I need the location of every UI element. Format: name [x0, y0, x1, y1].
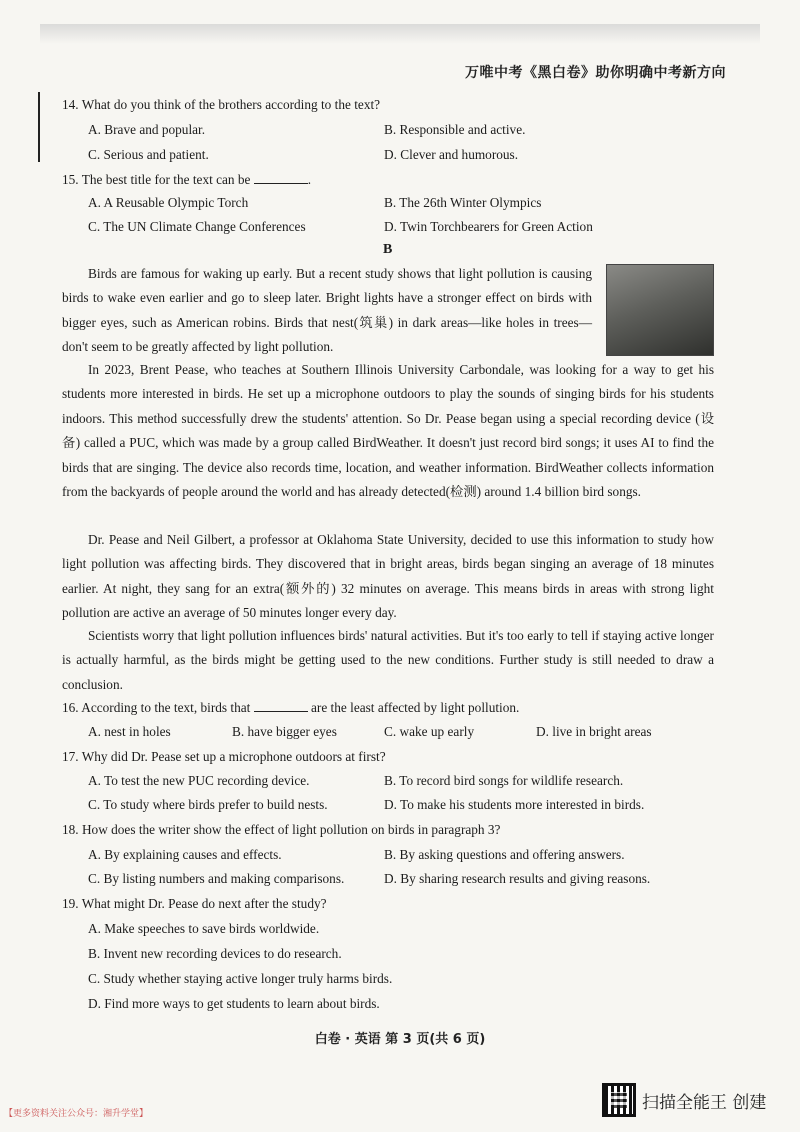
- passage-paragraph-2: [62, 358, 714, 504]
- question-16-option-d[interactable]: D. live in bright areas: [536, 724, 652, 739]
- question-19-option-b[interactable]: B. Invent new recording devices to do research.: [88, 946, 342, 961]
- question-14-option-a[interactable]: A. Brave and popular.: [88, 122, 206, 137]
- answer-blank: [254, 699, 308, 712]
- question-15-option-a[interactable]: A. A Reusable Olympic Torch: [88, 195, 249, 210]
- answer-blank: [254, 171, 308, 184]
- passage-paragraph-1: [62, 262, 592, 360]
- question-19-option-d[interactable]: D. Find more ways to get students to learn about birds.: [88, 996, 380, 1011]
- question-17-option-a[interactable]: A. To test the new PUC recording device.: [88, 773, 310, 788]
- watermark: 【更多资料关注公众号：湘升学堂】: [4, 1109, 149, 1119]
- passage-paragraph-4-text: Scientists worry that light pollution influences birds' natural activities. But it's too early to tell if staying active longer is actually harmful, as the birds might be getting used to the new conditions. Further study is still needed to draw a conclusion.: [62, 628, 714, 692]
- scanner-brand: 扫描全能王 创建: [642, 1093, 767, 1113]
- question-14-option-c[interactable]: C. Serious and patient.: [88, 147, 209, 162]
- question-15-stem: [62, 171, 311, 189]
- question-18-option-a[interactable]: A. By explaining causes and effects.: [88, 847, 282, 862]
- question-14-option-d[interactable]: D. Clever and humorous.: [384, 147, 519, 162]
- scan-shadow: [40, 24, 760, 44]
- passage-paragraph-4: [62, 624, 714, 697]
- question-15-option-b[interactable]: B. The 26th Winter Olympics: [384, 195, 542, 210]
- header-slogan: 万唯中考《黑白卷》助你明确中考新方向: [465, 65, 726, 81]
- question-15-stem-end: .: [307, 172, 312, 187]
- question-16-stem-text: 16. According to the text, birds that: [62, 700, 251, 715]
- question-16-stem: [62, 699, 519, 717]
- question-16-option-c[interactable]: C. wake up early: [384, 724, 475, 739]
- passage-paragraph-3: [62, 528, 714, 626]
- section-letter: B: [383, 242, 393, 257]
- question-17-option-c[interactable]: C. To study where birds prefer to build nests.: [88, 797, 328, 812]
- question-19-option-c[interactable]: C. Study whether staying active longer truly harms birds.: [88, 971, 393, 986]
- question-18-option-d[interactable]: D. By sharing research results and giving reasons.: [384, 871, 651, 886]
- passage-paragraph-1-text: Birds are famous for waking up early. But a recent study shows that light pollution is causing birds to wake even earlier and go to sleep later. Bright lights have a stronger effect on birds with bigger eyes, such as American robins. Birds that nest(筑巢) in dark areas—like holes in trees—don't seem to be greatly affected by light pollution.: [62, 266, 592, 355]
- margin-rule: [38, 92, 40, 162]
- question-15-option-d[interactable]: D. Twin Torchbearers for Green Action: [384, 219, 593, 234]
- question-16-stem-end: are the least affected by light pollution.: [311, 700, 520, 715]
- qr-code-icon: [602, 1083, 636, 1117]
- question-16-option-a[interactable]: A. nest in holes: [88, 724, 171, 739]
- page-footer: 白卷 · 英语 第 3 页(共 6 页): [314, 1032, 486, 1047]
- question-18-stem: 18. How does the writer show the effect of light pollution on birds in paragraph 3?: [62, 822, 501, 837]
- question-15-option-c[interactable]: C. The UN Climate Change Conferences: [88, 219, 306, 234]
- question-16-option-b[interactable]: B. have bigger eyes: [232, 724, 337, 739]
- question-18-option-c[interactable]: C. By listing numbers and making comparisons.: [88, 871, 345, 886]
- question-19-option-a[interactable]: A. Make speeches to save birds worldwide.: [88, 921, 320, 936]
- question-17-stem: 17. Why did Dr. Pease set up a microphone outdoors at first?: [62, 749, 386, 764]
- question-14-stem: 14. What do you think of the brothers according to the text?: [62, 97, 381, 112]
- question-18-option-b[interactable]: B. By asking questions and offering answers.: [384, 847, 625, 862]
- question-17-option-d[interactable]: D. To make his students more interested in birds.: [384, 797, 645, 812]
- question-15-stem-text: 15. The best title for the text can be: [62, 172, 251, 187]
- passage-paragraph-2-text: In 2023, Brent Pease, who teaches at Southern Illinois University Carbondale, was looking for a way to get his students more interested in birds. He set up a microphone outdoors to play the sounds of singing birds for his students indoors. This method successfully drew the students' attention. So Dr. Pease began using a special recording device (设备) called a PUC, which was made by a group called BirdWeather. It doesn't just record bird songs; it uses AI to find the birds that are singing. The device also records time, location, and weather information. BirdWeather collects information from the backyards of people around the world and has already detected(检测) around 1.4 billion bird songs.: [62, 362, 714, 500]
- question-14-option-b[interactable]: B. Responsible and active.: [384, 122, 526, 137]
- passage-paragraph-3-text: Dr. Pease and Neil Gilbert, a professor at Oklahoma State University, decided to use this information to study how light pollution was affecting birds. They discovered that in bright areas, birds began singing an average of 18 minutes earlier. At night, they sang for an extra(额外的) 32 minutes on average. This means birds in areas with strong light pollution are active an average of 50 minutes longer every day.: [62, 532, 714, 621]
- question-17-option-b[interactable]: B. To record bird songs for wildlife research.: [384, 773, 624, 788]
- question-19-stem: 19. What might Dr. Pease do next after the study?: [62, 896, 327, 911]
- bird-photo: [606, 264, 714, 356]
